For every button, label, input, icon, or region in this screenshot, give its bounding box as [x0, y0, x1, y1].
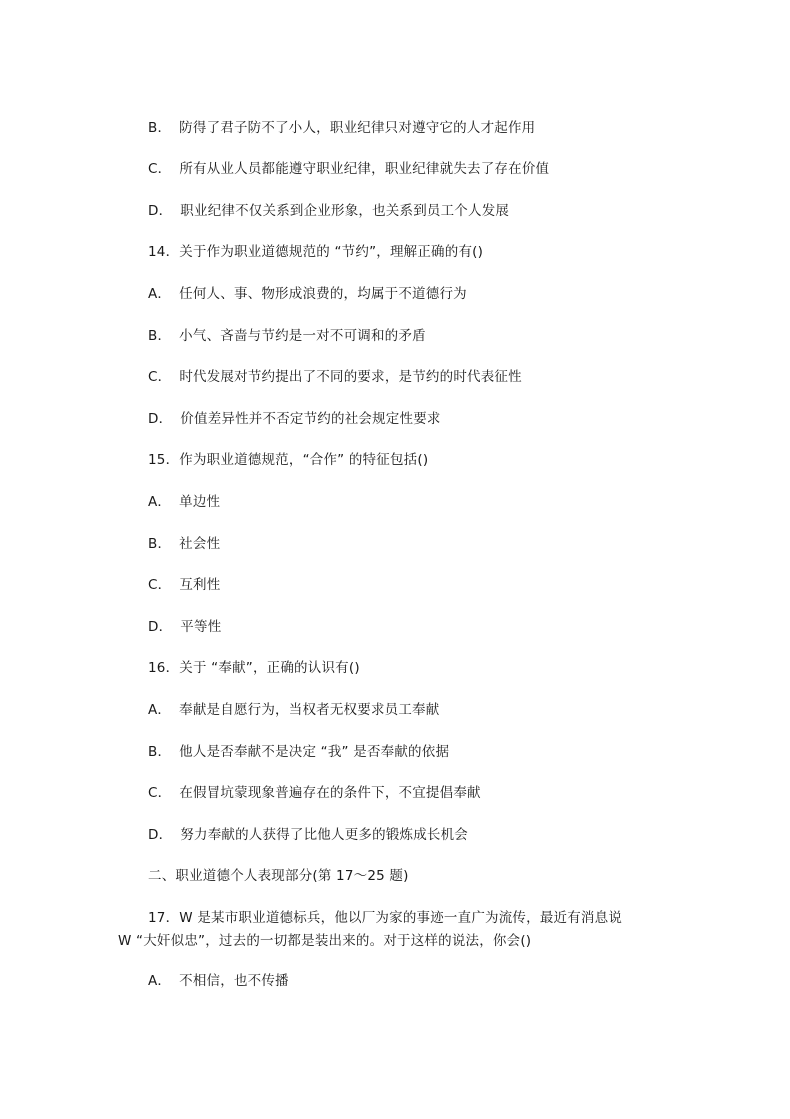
q15-option-b [148, 535, 220, 553]
option-label: A． [148, 286, 172, 302]
option-label: A． [148, 973, 172, 989]
q13-option-d [148, 202, 509, 220]
option-text: 职业纪律不仅关系到企业形象，也关系到员工个人发展 [180, 203, 510, 219]
option-text: 在假冒坑蒙现象普遍存在的条件下，不宜提倡奉献 [179, 785, 481, 801]
option-label: B． [148, 536, 172, 552]
option-text: 价值差异性并不否定节约的社会规定性要求 [180, 411, 441, 427]
q15-stem: 15．作为职业道德规范，“合作” 的特征包括() [148, 452, 429, 468]
option-label: C． [148, 369, 172, 385]
q15-option-a [148, 493, 220, 511]
option-label: B． [148, 120, 172, 136]
option-label: B． [148, 744, 172, 760]
q14-option-b [148, 327, 426, 345]
option-text: 平等性 [180, 619, 222, 635]
option-label: A． [148, 702, 172, 718]
q14-option-c [148, 368, 522, 386]
option-text: 不相信，也不传播 [179, 973, 289, 989]
option-text: 努力奉献的人获得了比他人更多的锻炼成长机会 [180, 827, 468, 843]
option-text: 社会性 [179, 536, 221, 552]
option-text: 单边性 [179, 494, 221, 510]
option-text: 任何人、事、物形成浪费的，均属于不道德行为 [179, 286, 467, 302]
option-label: C． [148, 577, 172, 593]
q17-option-a [148, 972, 289, 990]
option-text: 所有从业人员都能遵守职业纪律，职业纪律就失去了存在价值 [179, 161, 550, 177]
q15-option-c [148, 576, 220, 594]
q14-option-a [148, 285, 467, 303]
q17-stem-line2: W “大奸似忠”，过去的一切都是装出来的。对于这样的说法，你会() [118, 933, 532, 949]
option-label: A． [148, 494, 172, 510]
option-label: C． [148, 785, 172, 801]
q16-option-b [148, 743, 449, 761]
q13-option-b [148, 119, 535, 137]
q16-option-c [148, 784, 481, 802]
option-text: 防得了君子防不了小人，职业纪律只对遵守它的人才起作用 [179, 120, 536, 136]
option-label: D． [148, 827, 173, 843]
q14-stem: 14．关于作为职业道德规范的 “节约”，理解正确的有() [148, 244, 484, 260]
option-label: D． [148, 203, 173, 219]
q16-option-a [148, 701, 439, 719]
option-label: C． [148, 161, 172, 177]
q14-option-d [148, 410, 441, 428]
option-text: 时代发展对节约提出了不同的要求，是节约的时代表征性 [179, 369, 522, 385]
option-text: 奉献是自愿行为，当权者无权要求员工奉献 [179, 702, 440, 718]
q16-option-d [148, 826, 468, 844]
q17-stem-line1: 17．W 是某市职业道德标兵，他以厂为家的事迹一直广为流传，最近有消息说 [148, 910, 623, 926]
q15-option-d [148, 618, 221, 636]
option-label: B． [148, 328, 172, 344]
q16-stem: 16．关于 “奉献”，正确的认识有() [148, 660, 360, 676]
option-text: 他人是否奉献不是决定 “我” 是否奉献的依据 [179, 744, 450, 760]
section-2-heading: 二、职业道德个人表现部分(第 17～25 题) [148, 868, 409, 884]
option-label: D． [148, 411, 173, 427]
q13-option-c [148, 160, 549, 178]
option-text: 互利性 [179, 577, 221, 593]
option-label: D． [148, 619, 173, 635]
option-text: 小气、吝啬与节约是一对不可调和的矛盾 [179, 328, 426, 344]
